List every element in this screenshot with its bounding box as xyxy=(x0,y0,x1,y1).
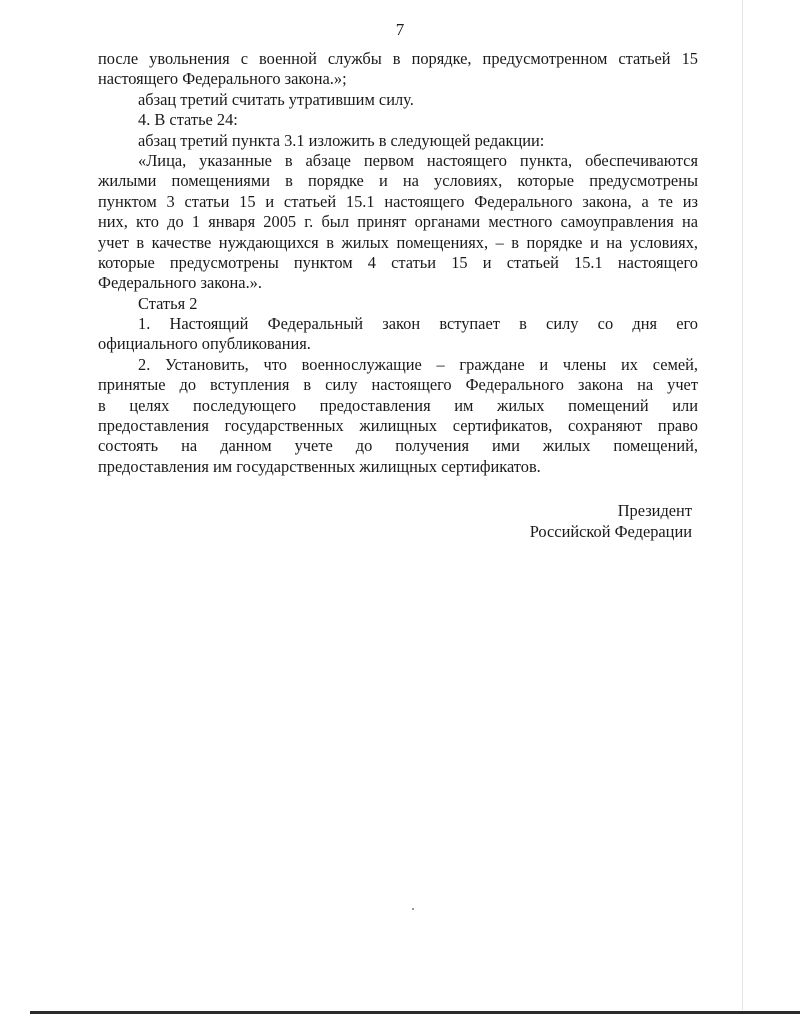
text-line: предоставления им государственных жилищных сертификатов. xyxy=(98,456,541,476)
text-line: «Лица, указанные в абзаце первом настоящего пункта, обеспечиваются xyxy=(138,150,698,170)
text-line: 2. Установить, что военнослужащие – граждане и члены их семей, xyxy=(138,354,698,374)
document-body xyxy=(98,49,698,477)
text-line: 1. Настоящий Федеральный закон вступает в силу со дня его xyxy=(138,314,698,334)
scan-speck xyxy=(412,908,414,910)
text-line: после увольнения с военной службы в порядке, предусмотренном статьей 15 xyxy=(98,49,698,68)
text-line: состоять на данном учете до получения ими жилых помещений, xyxy=(98,436,698,456)
scan-edge-bottom xyxy=(30,1011,800,1014)
text-line: жилыми помещениями в порядке и на условиях, которые предусмотрены xyxy=(98,171,698,191)
text-line: абзац третий пункта 3.1 изложить в следующей редакции: xyxy=(138,130,545,150)
signature-organization: Российской Федерации xyxy=(529,522,692,541)
signature-title: Президент xyxy=(617,501,692,520)
text-line: Статья 2 xyxy=(138,293,198,313)
signature-block xyxy=(530,500,692,542)
text-line: которые предусмотрены пунктом 4 статьи 15 и статьей 15.1 настоящего xyxy=(98,252,698,272)
text-line: пунктом 3 статьи 15 и статьей 15.1 настоящего Федерального закона, а те из xyxy=(98,191,698,211)
text-line: Федерального закона.». xyxy=(98,273,262,293)
text-line: официального опубликования. xyxy=(98,334,311,354)
text-line: принятые до вступления в силу настоящего Федерального закона на учет xyxy=(98,375,698,395)
text-line: предоставления государственных жилищных сертификатов, сохраняют право xyxy=(98,416,698,436)
text-line: учет в качестве нуждающихся в жилых помещениях, – в порядке и на условиях, xyxy=(98,232,698,252)
scan-edge-right xyxy=(742,0,743,1010)
text-line: настоящего Федерального закона.»; xyxy=(98,69,347,89)
text-line: абзац третий считать утратившим силу. xyxy=(138,89,414,109)
text-line: них, кто до 1 января 2005 г. был принят органами местного самоуправления на xyxy=(98,212,698,232)
text-line: в целях последующего предоставления им жилых помещений или xyxy=(98,395,698,415)
page-number: 7 xyxy=(395,20,405,39)
text-line: 4. В статье 24: xyxy=(138,110,238,130)
